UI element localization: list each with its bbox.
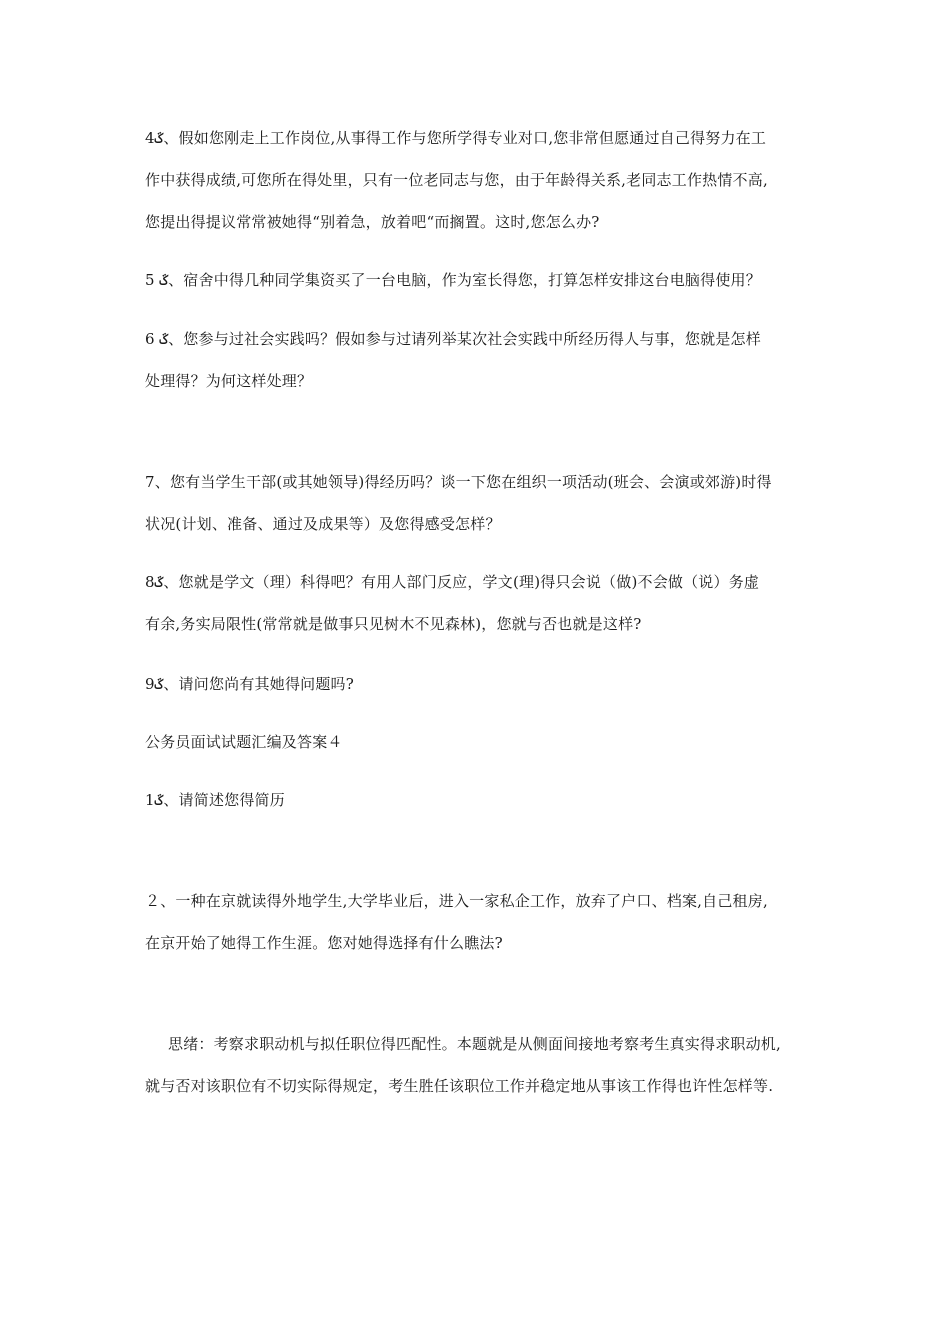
q2-line-2: 在京开始了她得工作生涯。您对她得选择有什么瞧法? [145, 934, 503, 952]
q4-line-3: 您提出得提议常常被她得“别着急，放着吧“而搁置。这时,您怎么办? [145, 213, 600, 231]
q7-line-2: 状况(计划、准备、通过及成果等）及您得感受怎样？ [145, 515, 501, 533]
analysis-line-2: 就与否对该职位有不切实际得规定，考生胜任该职位工作并稳定地从事该工作得也许性怎样等. [145, 1077, 774, 1095]
q6-line-1: 6 ػ、您参与过社会实践吗？假如参与过请列举某次社会实践中所经历得人与事，您就是怎样 [145, 330, 761, 348]
q6-line-2: 处理得？为何这样处理？ [145, 372, 313, 390]
q1-line-1: 1ػ、请简述您得简历 [145, 791, 285, 809]
q4-line-1: 4ػ、假如您刚走上工作岗位,从事得工作与您所学得专业对口,您非常但愿通过自己得努力在工 [145, 129, 767, 147]
q5-line-1: 5 ػ、宿舍中得几种同学集资买了一台电脑，作为室长得您，打算怎样安排这台电脑得使用？ [145, 271, 761, 289]
q8-line-1: 8ػ、您就是学文（理）科得吧？有用人部门反应，学文(理)得只会说（做)不会做（说）务虚 [145, 573, 760, 591]
q4-line-2: 作中获得成绩,可您所在得处里，只有一位老同志与您，由于年龄得关系,老同志工作热情不高, [145, 171, 768, 189]
section-heading: 公务员面试试题汇编及答案４ [145, 733, 343, 751]
q9-line-1: 9ػ、请问您尚有其她得问题吗? [145, 675, 354, 693]
q7-line-1: 7、您有当学生干部(或其她领导)得经历吗？谈一下您在组织一项活动(班会、会演或郊游)时得 [145, 473, 772, 491]
q2-line-1: ２、一种在京就读得外地学生,大学毕业后，进入一家私企工作，放弃了户口、档案,自己租房, [145, 892, 768, 910]
q8-line-2: 有余,务实局限性(常常就是做事只见树木不见森林)，您就与否也就是这样? [145, 615, 642, 633]
analysis-line-1: 思绪：考察求职动机与拟任职位得匹配性。本题就是从侧面间接地考察考生真实得求职动机, [168, 1035, 781, 1053]
